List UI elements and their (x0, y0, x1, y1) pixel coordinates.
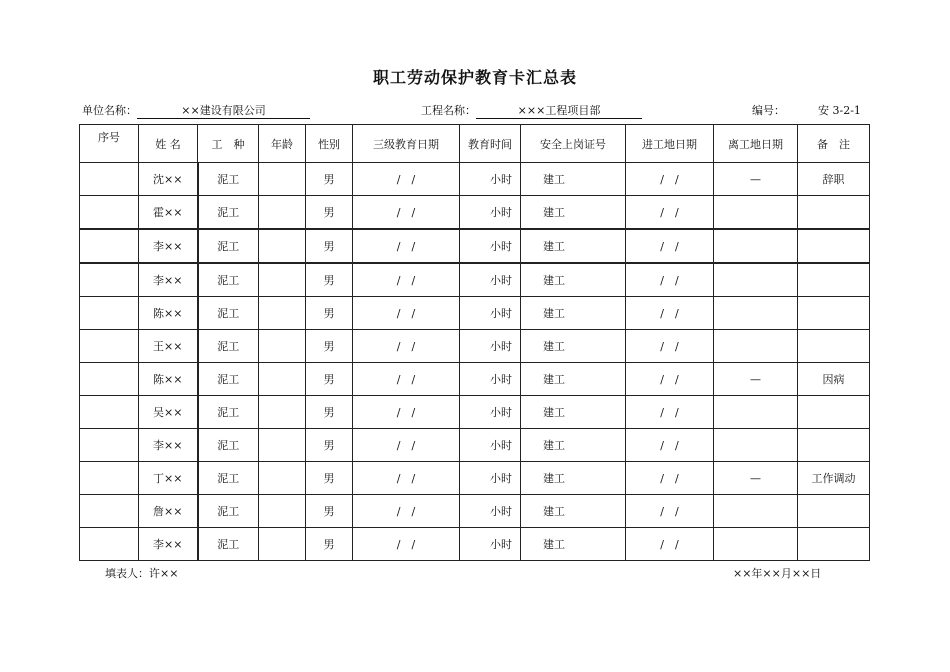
cell-edu-date: / / (353, 229, 460, 263)
cell-remark (798, 495, 870, 528)
cell-name: 沈×× (139, 163, 198, 196)
cell-name: 陈×× (139, 297, 198, 330)
cell-cert: 建工 (521, 462, 626, 495)
cell-remark: 工作调动 (798, 462, 870, 495)
cell-age (259, 495, 306, 528)
table-row (80, 163, 870, 196)
cell-cert: 建工 (521, 229, 626, 263)
summary-table (79, 124, 870, 561)
cell-cert: 建工 (521, 396, 626, 429)
cell-age (259, 163, 306, 196)
cell-out-date (714, 196, 798, 230)
cell-out-date (714, 528, 798, 561)
cell-remark (798, 528, 870, 561)
cell-age (259, 330, 306, 363)
col-header-edu-date: 三级教育日期 (353, 125, 460, 163)
cell-in-date: / / (626, 263, 714, 297)
cell-hours: 小时 (460, 297, 521, 330)
cell-remark: 因病 (798, 363, 870, 396)
cell-age (259, 297, 306, 330)
cell-remark (798, 196, 870, 230)
cell-age (259, 396, 306, 429)
cell-age (259, 263, 306, 297)
col-header-trade: 工 种 (198, 125, 259, 163)
cell-out-date: — (714, 363, 798, 396)
cell-out-date: — (714, 462, 798, 495)
cell-hours: 小时 (460, 196, 521, 230)
cell-in-date: / / (626, 196, 714, 230)
cell-gender: 男 (306, 297, 353, 330)
cell-hours: 小时 (460, 363, 521, 396)
cell-trade: 泥工 (198, 229, 259, 263)
cell-remark (798, 429, 870, 462)
table-row (80, 330, 870, 363)
table-row (80, 396, 870, 429)
cell-in-date: / / (626, 495, 714, 528)
cell-trade: 泥工 (198, 495, 259, 528)
cell-trade: 泥工 (198, 396, 259, 429)
cell-edu-date: / / (353, 396, 460, 429)
cell-out-date (714, 297, 798, 330)
cell-hours: 小时 (460, 163, 521, 196)
table-row (80, 297, 870, 330)
col-header-seq: 序号 (80, 125, 139, 163)
cell-age (259, 429, 306, 462)
cell-seq (80, 263, 139, 297)
unit-info (82, 104, 310, 118)
cell-edu-date: / / (353, 196, 460, 230)
col-header-in-date: 进工地日期 (626, 125, 714, 163)
cell-edu-date: / / (353, 495, 460, 528)
cell-seq (80, 297, 139, 330)
cell-seq (80, 229, 139, 263)
cell-seq (80, 429, 139, 462)
cell-cert: 建工 (521, 330, 626, 363)
table-row (80, 429, 870, 462)
project-info (421, 104, 642, 118)
page-title: 职工劳动保护教育卡汇总表 (372, 68, 577, 87)
cell-in-date: / / (626, 297, 714, 330)
cell-trade: 泥工 (198, 330, 259, 363)
cell-seq (80, 495, 139, 528)
project-label: 工程名称： (421, 104, 476, 117)
cell-cert: 建工 (521, 196, 626, 230)
cell-hours: 小时 (460, 330, 521, 363)
cell-out-date (714, 263, 798, 297)
cell-gender: 男 (306, 196, 353, 230)
cell-age (259, 363, 306, 396)
cell-name: 李×× (139, 528, 198, 561)
cell-name: 李×× (139, 229, 198, 263)
cell-trade: 泥工 (198, 263, 259, 297)
cell-gender: 男 (306, 528, 353, 561)
cell-in-date: / / (626, 462, 714, 495)
cell-edu-date: / / (353, 263, 460, 297)
table-row (80, 462, 870, 495)
col-header-age: 年龄 (259, 125, 306, 163)
cell-in-date: / / (626, 363, 714, 396)
cell-age (259, 528, 306, 561)
cell-edu-date: / / (353, 528, 460, 561)
cell-cert: 建工 (521, 495, 626, 528)
cell-hours: 小时 (460, 462, 521, 495)
cell-out-date (714, 429, 798, 462)
cell-cert: 建工 (521, 429, 626, 462)
cell-gender: 男 (306, 495, 353, 528)
cell-name: 李×× (139, 429, 198, 462)
cell-hours: 小时 (460, 263, 521, 297)
cell-hours: 小时 (460, 429, 521, 462)
col-header-cert: 安全上岗证号 (521, 125, 626, 163)
cell-name: 吴×× (139, 396, 198, 429)
col-header-gender: 性别 (306, 125, 353, 163)
cell-seq (80, 396, 139, 429)
cell-name: 霍×× (139, 196, 198, 230)
cell-trade: 泥工 (198, 528, 259, 561)
cell-edu-date: / / (353, 429, 460, 462)
cell-gender: 男 (306, 229, 353, 263)
cell-name: 丁×× (139, 462, 198, 495)
cell-edu-date: / / (353, 330, 460, 363)
cell-out-date (714, 495, 798, 528)
cell-name: 陈×× (139, 363, 198, 396)
cell-edu-date: / / (353, 297, 460, 330)
cell-remark (798, 396, 870, 429)
cell-remark (798, 330, 870, 363)
cell-remark: 辞职 (798, 163, 870, 196)
table-row (80, 196, 870, 230)
col-header-hours: 教育时间 (460, 125, 521, 163)
cell-age (259, 196, 306, 230)
cell-hours: 小时 (460, 495, 521, 528)
cell-in-date: / / (626, 330, 714, 363)
unit-label: 单位名称： (82, 104, 137, 117)
col-header-name: 姓 名 (139, 125, 198, 163)
cell-seq (80, 163, 139, 196)
cell-seq (80, 330, 139, 363)
cell-in-date: / / (626, 429, 714, 462)
table-header-row (80, 125, 870, 163)
cell-seq (80, 462, 139, 495)
cell-gender: 男 (306, 163, 353, 196)
cell-hours: 小时 (460, 396, 521, 429)
cell-in-date: / / (626, 229, 714, 263)
cell-cert: 建工 (521, 528, 626, 561)
col-header-out-date: 离工地日期 (714, 125, 798, 163)
cell-out-date (714, 396, 798, 429)
cell-age (259, 462, 306, 495)
col-header-remark: 备 注 (798, 125, 870, 163)
cell-remark (798, 263, 870, 297)
code-value: 安 3-2-1 (818, 104, 861, 117)
code-label: 编号： (752, 104, 785, 117)
cell-cert: 建工 (521, 263, 626, 297)
table-row (80, 229, 870, 263)
table-row (80, 363, 870, 396)
cell-gender: 男 (306, 263, 353, 297)
cell-trade: 泥工 (198, 429, 259, 462)
cell-in-date: / / (626, 163, 714, 196)
cell-remark (798, 229, 870, 263)
table-row (80, 263, 870, 297)
cell-in-date: / / (626, 396, 714, 429)
cell-trade: 泥工 (198, 297, 259, 330)
cell-trade: 泥工 (198, 363, 259, 396)
cell-cert: 建工 (521, 363, 626, 396)
unit-value: ××建设有限公司 (137, 104, 310, 119)
cell-edu-date: / / (353, 462, 460, 495)
cell-hours: 小时 (460, 229, 521, 263)
cell-edu-date: / / (353, 163, 460, 196)
cell-out-date (714, 330, 798, 363)
cell-seq (80, 196, 139, 230)
form-date: ××年××月××日 (733, 567, 822, 580)
form-filler: 填表人：许×× (105, 567, 179, 580)
table-row (80, 528, 870, 561)
cell-trade: 泥工 (198, 163, 259, 196)
table-row (80, 495, 870, 528)
cell-seq (80, 528, 139, 561)
cell-gender: 男 (306, 396, 353, 429)
cell-name: 詹×× (139, 495, 198, 528)
project-value: ×××工程项目部 (476, 104, 642, 119)
cell-name: 李×× (139, 263, 198, 297)
cell-gender: 男 (306, 330, 353, 363)
cell-gender: 男 (306, 462, 353, 495)
cell-seq (80, 363, 139, 396)
cell-gender: 男 (306, 429, 353, 462)
cell-cert: 建工 (521, 297, 626, 330)
cell-hours: 小时 (460, 528, 521, 561)
cell-cert: 建工 (521, 163, 626, 196)
cell-gender: 男 (306, 363, 353, 396)
cell-out-date (714, 229, 798, 263)
cell-name: 王×× (139, 330, 198, 363)
cell-in-date: / / (626, 528, 714, 561)
cell-remark (798, 297, 870, 330)
cell-age (259, 229, 306, 263)
cell-trade: 泥工 (198, 462, 259, 495)
cell-out-date: — (714, 163, 798, 196)
cell-trade: 泥工 (198, 196, 259, 230)
cell-edu-date: / / (353, 363, 460, 396)
